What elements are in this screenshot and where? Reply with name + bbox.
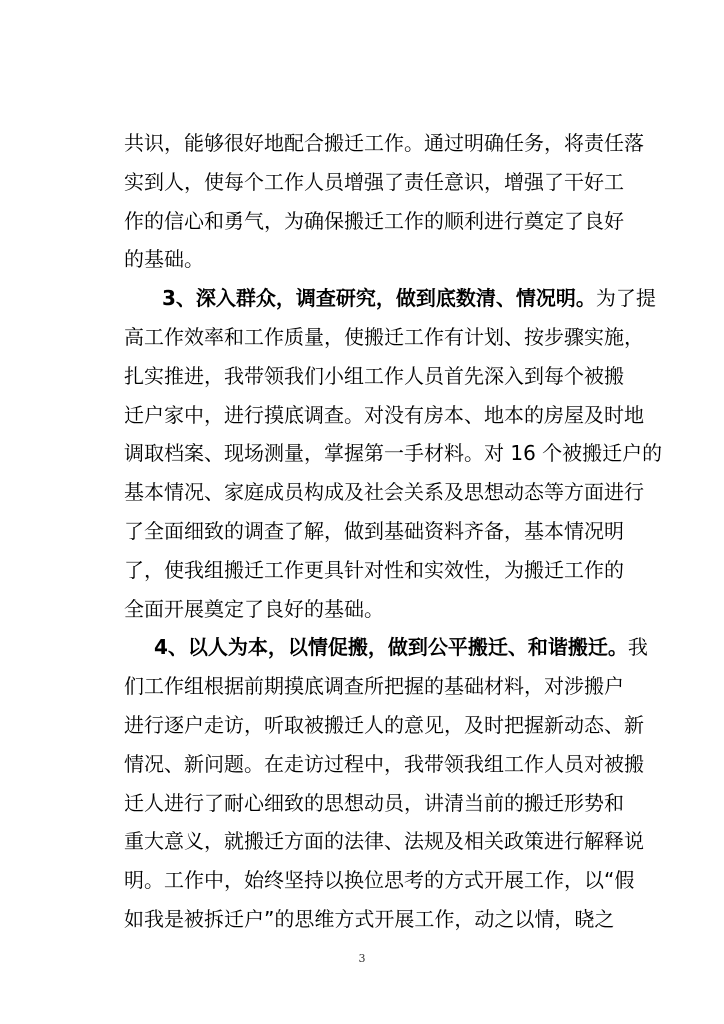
line-text: 了全面细致的调查了解，做到基础资料齐备，基本情况明 bbox=[124, 518, 624, 543]
text-line bbox=[124, 745, 644, 784]
line-text: 了，使我组搬迁工作更具针对性和实效性，为搬迁工作的 bbox=[124, 557, 624, 582]
line-text: 作的信心和勇气，为确保搬迁工作的顺利进行奠定了良好 bbox=[124, 208, 624, 233]
text-line bbox=[124, 473, 644, 512]
line-text: 的基础。 bbox=[124, 247, 204, 272]
text-line bbox=[124, 202, 634, 241]
text-line bbox=[124, 434, 663, 473]
section-heading-line bbox=[124, 279, 656, 318]
line-text: 如我是被拆迁户”的思维方式开展工作，动之以情，晓之 bbox=[124, 906, 615, 931]
line-text: 迁人进行了耐心细致的思想动员，讲清当前的搬迁形势和 bbox=[124, 790, 624, 815]
section-heading: 3、深入群众，调查研究，做到底数清、情况明。 bbox=[162, 286, 596, 311]
line-text: 迁户家中，进行摸底调查。对没有房本、地本的房屋及时地 bbox=[124, 402, 644, 427]
text-line bbox=[124, 706, 644, 745]
line-text: 高工作效率和工作质量，使搬迁工作有计划、按步骤实施， bbox=[124, 324, 644, 349]
line-text: 实到人，使每个工作人员增强了责任意识，增强了干好工 bbox=[124, 169, 624, 194]
line-text: 我 bbox=[627, 635, 648, 660]
page-number: 3 bbox=[358, 952, 366, 965]
line-text: 调取档案、现场测量，掌握第一手材料。对 16 个被搬迁户的 bbox=[124, 441, 663, 466]
text-line bbox=[124, 667, 634, 706]
line-text: 扎实推进，我带领我们小组工作人员首先深入到每个被搬 bbox=[124, 363, 624, 388]
body-text bbox=[124, 124, 663, 939]
section-heading: 4、以人为本，以情促搬，做到公平搬迁、和谐搬迁。 bbox=[154, 635, 628, 660]
text-line bbox=[124, 590, 634, 629]
line-text: 们工作组根据前期摸底调查所把握的基础材料，对涉搬户 bbox=[124, 674, 624, 699]
text-line bbox=[124, 861, 634, 900]
text-line bbox=[124, 163, 634, 202]
text-line bbox=[124, 784, 634, 823]
line-text: 为了提 bbox=[595, 286, 656, 311]
line-text: 基本情况、家庭成员构成及社会关系及思想动态等方面进行 bbox=[124, 480, 644, 505]
text-line bbox=[124, 512, 634, 551]
section-heading-line bbox=[124, 628, 648, 667]
text-line bbox=[124, 822, 644, 861]
text-line bbox=[124, 900, 634, 939]
text-line bbox=[124, 551, 634, 590]
text-line bbox=[124, 357, 634, 396]
line-text: 进行逐户走访，听取被搬迁人的意见，及时把握新动态、新 bbox=[124, 712, 644, 737]
text-line bbox=[124, 396, 644, 435]
text-line bbox=[124, 240, 634, 279]
line-text: 明。工作中，始终坚持以换位思考的方式开展工作，以“假 bbox=[124, 868, 635, 893]
text-line bbox=[124, 124, 644, 163]
line-text: 全面开展奠定了良好的基础。 bbox=[124, 596, 384, 621]
line-text: 情况、新问题。在走访过程中，我带领我组工作人员对被搬 bbox=[124, 751, 644, 776]
text-line bbox=[124, 318, 644, 357]
line-text: 共识，能够很好地配合搬迁工作。通过明确任务，将责任落 bbox=[124, 131, 644, 155]
line-text: 重大意义，就搬迁方面的法律、法规及相关政策进行解释说 bbox=[124, 829, 644, 854]
